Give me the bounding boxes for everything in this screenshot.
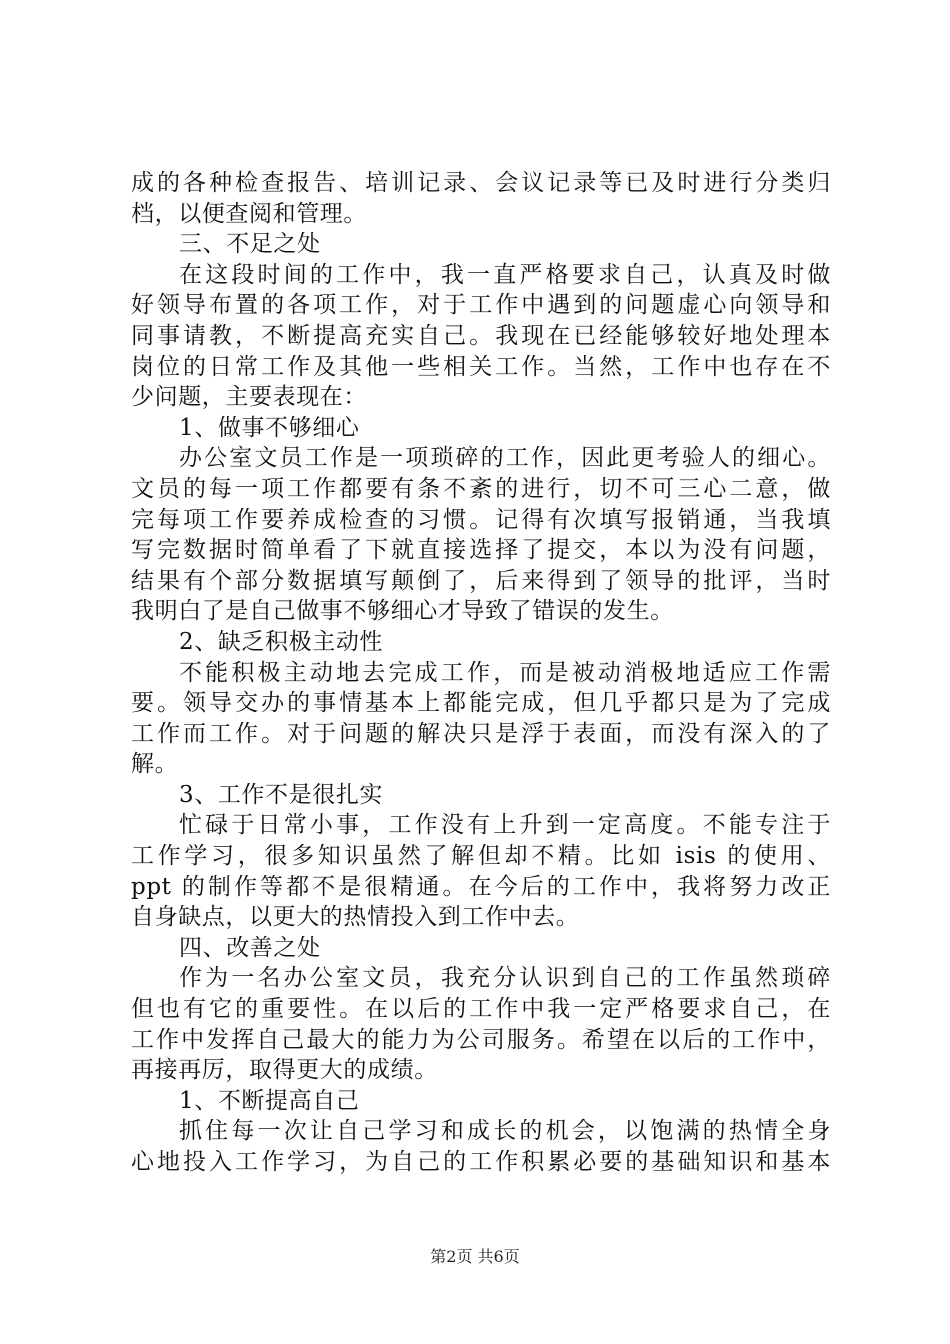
text-line: 再接再厉，取得更大的成绩。 — [131, 1057, 438, 1084]
text-line: 要。领导交办的事情基本上都能完成，但几乎都只是为了完成 — [131, 690, 831, 717]
text-line: 写完数据时简单看了下就直接选择了提交，本以为没有问题， — [131, 537, 831, 564]
page-number-label: 第2页 共6页 — [430, 1247, 520, 1266]
text-line: 但也有它的重要性。在以后的工作中我一定严格要求自己，在 — [131, 996, 831, 1023]
text-line: 少问题，主要表现在： — [131, 384, 367, 411]
text-line: 成的各种检查报告、培训记录、会议记录等已及时进行分类归 — [131, 170, 831, 196]
text-line: 岗位的日常工作及其他一些相关工作。当然，工作中也存在不 — [131, 353, 831, 380]
text-line: 我明白了是自己做事不够细心才导致了错误的发生。 — [131, 598, 674, 625]
text-line: 工作而工作。对于问题的解决只是浮于表面，而没有深入的了 — [131, 720, 831, 747]
text-line: 作为一名办公室文员，我充分认识到自己的工作虽然琐碎 — [179, 965, 831, 992]
text-line: 档，以便查阅和管理。 — [131, 200, 367, 227]
section-heading: 三、不足之处 — [179, 231, 321, 258]
section-heading: 四、改善之处 — [179, 934, 321, 961]
subsection-heading: 3、工作不是很扎实 — [179, 781, 384, 808]
text-line: 心地投入工作学习，为自己的工作积累必要的基础知识和基本 — [131, 1149, 831, 1175]
text-line: 文员的每一项工作都要有条不紊的进行，切不可三心二意，做 — [131, 475, 831, 502]
subsection-heading: 1、做事不够细心 — [179, 414, 360, 441]
text-line: 在这段时间的工作中，我一直严格要求自己，认真及时做 — [179, 261, 831, 288]
subsection-heading: 1、不断提高自己 — [179, 1087, 360, 1114]
text-line: 结果有个部分数据填写颠倒了，后来得到了领导的批评，当时 — [131, 567, 831, 594]
text-line: 解。 — [131, 751, 179, 778]
text-line: ppt 的制作等都不是很精通。在今后的工作中，我将努力改正 — [131, 873, 831, 900]
text-line: 抓住每一次让自己学习和成长的机会，以饱满的热情全身 — [179, 1118, 831, 1145]
text-line: 工作学习，很多知识虽然了解但却不精。比如 isis 的使用、 — [131, 843, 831, 870]
text-line: 工作中发挥自己最大的能力为公司服务。希望在以后的工作中， — [131, 1026, 831, 1053]
subsection-heading: 2、缺乏积极主动性 — [179, 628, 384, 655]
document-body — [131, 168, 831, 1178]
text-line: 好领导布置的各项工作，对于工作中遇到的问题虚心向领导和 — [131, 292, 831, 319]
text-line: 忙碌于日常小事，工作没有上升到一定高度。不能专注于 — [179, 812, 831, 839]
text-line: 自身缺点，以更大的热情投入到工作中去。 — [131, 904, 580, 931]
text-line: 同事请教，不断提高充实自己。我现在已经能够较好地处理本 — [131, 322, 831, 349]
text-line: 完每项工作要养成检查的习惯。记得有次填写报销通，当我填 — [131, 506, 831, 533]
page-footer — [0, 1244, 950, 1267]
text-line: 不能积极主动地去完成工作，而是被动消极地适应工作需 — [179, 659, 831, 686]
text-line: 办公室文员工作是一项琐碎的工作，因此更考验人的细心。 — [179, 445, 831, 472]
